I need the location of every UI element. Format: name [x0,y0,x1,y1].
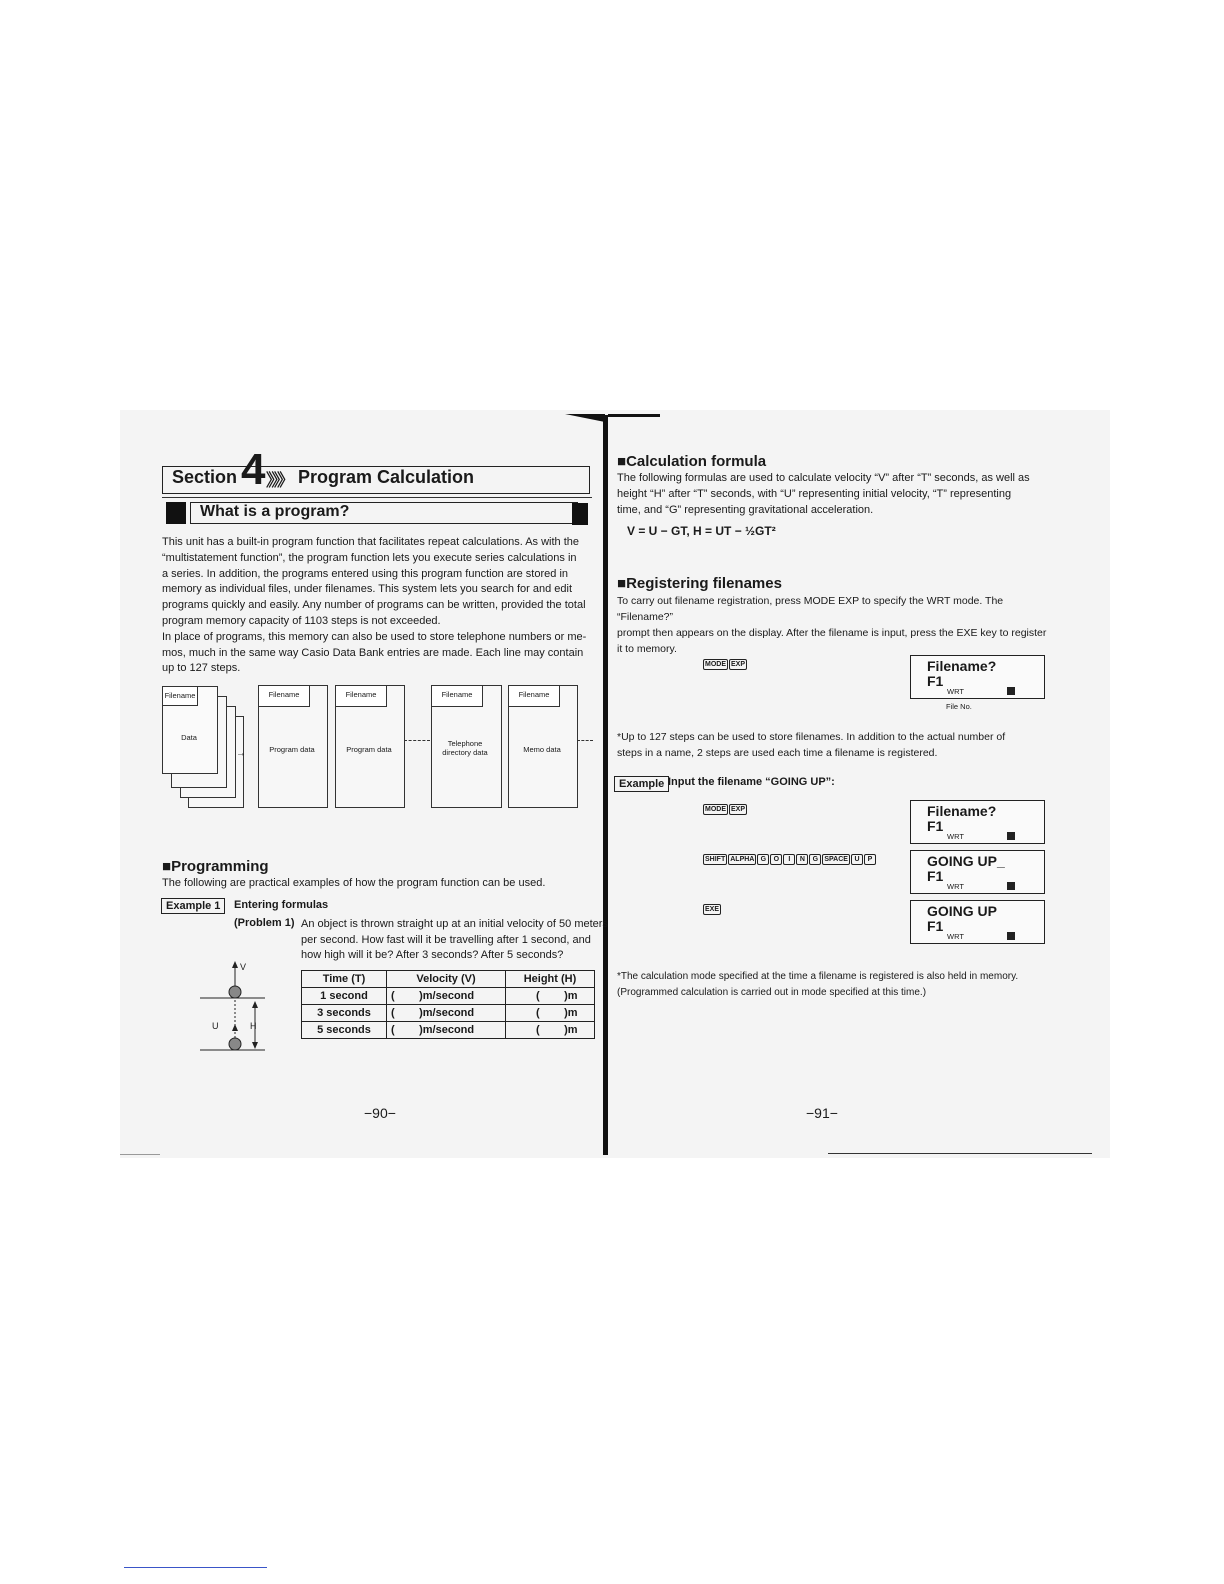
key-u: U [851,854,863,865]
file-body-label: Memo data [523,745,561,754]
key-sequence [703,854,877,865]
section-label: Section [172,467,238,487]
intro-line: program memory capacity of 1103 steps is not exceeded. [162,614,441,627]
table-cell: ( )m [506,1022,595,1039]
programming-heading: ■Programming [162,858,269,875]
table-cell: 3 seconds [302,1005,387,1022]
key-i: I [783,854,795,865]
bottom-rule-left [120,1154,160,1155]
table-header-row [302,971,595,988]
calc-line: height “H” after “T” seconds, with “U” representing initial velocity, “T” representing [617,488,1012,500]
lcd-display [910,900,1045,944]
file-no-label: File No. [946,702,972,711]
spine-shadow [565,414,605,422]
table-cell: ( )m/second [387,1005,506,1022]
intro-line: This unit has a built-in program function that facilitates repeat calculations. As with the [162,536,579,548]
table-cell: ( )m [506,1005,595,1022]
lcd-line-2: F1 [927,918,944,934]
example-1-title: Entering formulas [234,899,329,911]
key-sequence [703,804,748,815]
table-cell: 5 seconds [302,1022,387,1039]
table-header: Velocity (V) [387,971,506,988]
table-header: Height (H) [506,971,595,988]
page-number-left: −90− [364,1105,396,1121]
note-text [617,729,1047,761]
table-row [302,1005,595,1022]
note-line: *Up to 127 steps can be used to store filenames. In addition to the actual number of [617,731,1006,743]
file-tab-label: Filename [431,685,483,707]
formula: V = U − GT, H = UT − ½GT² [627,524,776,538]
file-tab-label: Filename [335,685,387,707]
key-sequence [703,659,748,670]
lcd-display [910,655,1045,699]
intro-line: mos, much in the same way Casio Data Bank entries are made. Each line may contain [162,646,584,659]
file-tab-label: Filename [258,685,310,707]
lcd-wrt-indicator: WRT [947,932,964,941]
reg-line: To carry out filename registration, press MODE EXP to specify the WRT mode. The “Filename?” [617,595,1004,623]
footnote-line: (Programmed calculation is carried out in mode specified at this time.) [617,987,927,998]
stack-tab-label: Filename [162,686,198,706]
bottom-rule-right [828,1153,1092,1154]
note-line: steps in a name, 2 steps are used each time a filename is registered. [617,747,938,759]
reg-line: it to memory. [617,643,677,655]
lcd-block-indicator [1007,687,1015,695]
lcd-line-1: Filename? [927,803,997,819]
example-label: Example [614,776,669,792]
section-number: 4 [241,445,266,494]
key-o: O [770,854,782,865]
table-cell: 1 second [302,988,387,1005]
lcd-wrt-indicator: WRT [947,687,964,696]
problem-line: how high will it be? After 3 seconds? After 5 seconds? [301,949,564,961]
figure-label-u: U [212,1021,219,1031]
calc-heading-text: Calculation formula [626,453,767,470]
lcd-block-indicator [1007,882,1015,890]
key-exe: EXE [705,906,720,913]
key-g: G [809,854,821,865]
arrow-icon: → [236,748,246,759]
calc-text [617,470,1047,518]
dashed-connector [404,740,430,741]
reg-text [617,593,1047,657]
key-sequence [703,904,722,915]
heading-what-is-program: What is a program? [200,503,350,520]
problem-label: (Problem 1) [234,917,295,929]
key-exp: EXP [731,806,746,813]
intro-line: up to 127 steps. [162,662,241,675]
example-text: Input the filename “GOING UP”: [668,776,835,788]
key-exp: EXP [731,661,746,668]
figure-label-v: V [240,962,247,972]
footnote [617,969,1057,1001]
reg-line: prompt then appears on the display. After the filename is input, press the EXE key to register [617,627,1047,639]
footnote-line: *The calculation mode specified at the time a filename is registered is also held in memory. [617,971,1019,982]
stack-body-label: Data [181,733,197,742]
problem-line: per second. How fast will it be travelling after 1 second, and [301,933,591,946]
calc-line: The following formulas are used to calculate velocity “V” after “T” seconds, as well as [617,472,1030,484]
lcd-line-2: F1 [927,818,944,834]
key-mode: MODE [705,661,726,668]
key-space: SPACE [824,856,848,863]
table-header: Time (T) [302,971,387,988]
heading-square-icon-right [572,503,588,525]
figure-label-h: H [250,1021,257,1031]
section-title: Program Calculation [298,467,475,487]
lcd-block-indicator [1007,932,1015,940]
reg-heading: ■Registering filenames [617,575,782,592]
lcd-wrt-indicator: WRT [947,832,964,841]
spine-shadow-top [608,414,660,417]
section-rule [162,497,592,498]
book-spine [603,415,608,1155]
lcd-line-1: GOING UP_ [927,853,1005,869]
heading-square-icon [166,502,186,524]
programming-text: The following are practical examples of how the program function can be used. [162,877,546,889]
intro-line: a series. In addition, the programs entered using this program function are stored in [162,567,569,580]
throw-figure [195,960,275,1056]
section-arrows: 》》》 [266,471,291,490]
lcd-line-1: GOING UP [927,903,998,919]
lcd-display [910,800,1045,844]
intro-paragraph [162,535,592,677]
intro-line: memory as individual files, under filenames. This system lets you search for and edit [162,583,573,596]
problem-text [301,917,608,964]
lcd-line-2: F1 [927,868,944,884]
velocity-height-table [301,970,595,1039]
page-number-right: −91− [806,1105,838,1121]
lcd-line-2: F1 [927,673,944,689]
intro-line: In place of programs, this memory can also be used to store telephone numbers or me- [162,630,587,643]
example-1-label: Example 1 [161,898,225,914]
file-tab-label: Filename [508,685,560,707]
intro-line: “multistatement function”, the program function lets you execute series calculations in [162,551,577,564]
programming-heading-text: Programming [171,858,269,875]
key-shift: SHIFT [705,856,726,863]
file-body-label: Program data [346,745,392,754]
lcd-block-indicator [1007,832,1015,840]
key-n: N [796,854,808,865]
lcd-line-1: Filename? [927,658,997,674]
table-cell: ( )m/second [387,988,506,1005]
key-alpha: ALPHA [730,856,755,863]
calc-heading: ■Calculation formula [617,453,767,470]
problem-line: An object is thrown straight up at an initial velocity of 50 meters [301,918,608,930]
table-cell: ( )m [506,988,595,1005]
lcd-display [910,850,1045,894]
file-body-label: Program data [269,745,315,754]
table-row [302,1022,595,1039]
key-g: G [757,854,769,865]
blue-link-underline [124,1567,267,1568]
key-p: P [864,854,876,865]
lcd-wrt-indicator: WRT [947,882,964,891]
intro-line: programs quickly and easily. Any number of programs can be written, provided the total [162,599,586,612]
file-body-label: Telephone directory data [442,739,488,757]
dashed-connector [577,740,593,741]
calc-line: time, and “G” representing gravitational acceleration. [617,504,874,516]
table-cell: ( )m/second [387,1022,506,1039]
reg-heading-text: Registering filenames [626,575,782,592]
key-mode: MODE [705,806,726,813]
table-row [302,988,595,1005]
